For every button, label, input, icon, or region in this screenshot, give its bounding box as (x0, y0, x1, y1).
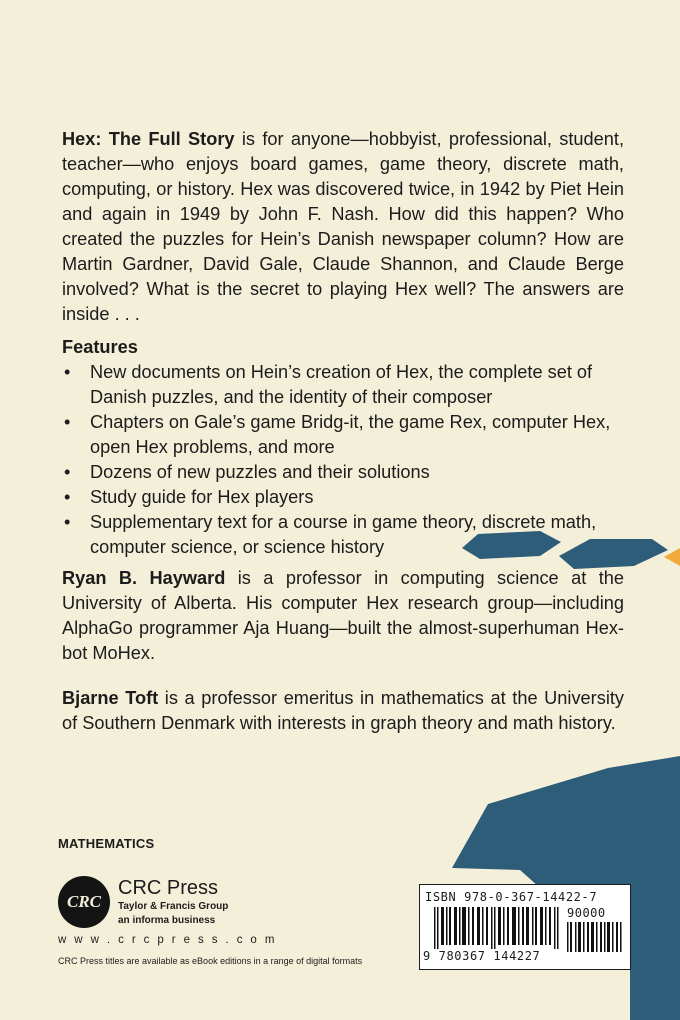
feature-item: • Study guide for Hex players (62, 485, 624, 510)
hayward-bio (62, 566, 624, 666)
isbn-barcode (419, 884, 631, 970)
feature-item: • Chapters on Gale’s game Bridg-it, the game Rex, computer Hex, open Hex problems, and more (62, 410, 624, 460)
publisher-group: Taylor & Francis Group (118, 901, 229, 912)
publisher-business: an informa business (118, 915, 216, 926)
barcode-addon-bars (567, 922, 623, 952)
feature-item: • Supplementary text for a course in game theory, discrete math, computer science, or science history (62, 510, 624, 560)
barcode-addon-number: 90000 (567, 906, 606, 920)
feature-item: • New documents on Hein’s creation of Hex, the complete set of Danish puzzles, and the identity of their composer (62, 360, 624, 410)
toft-bio-text: is a professor emeritus in mathematics at the University of Southern Denmark with interests in graph theory and math history. (62, 688, 625, 733)
isbn-number: ISBN 978-0-367-14422-7 (425, 890, 598, 904)
features-section (62, 335, 624, 560)
features-list (62, 360, 624, 560)
features-heading: Features (62, 337, 138, 357)
crc-logo: CRC (58, 876, 110, 928)
toft-bio (62, 686, 624, 736)
hayward-name: Ryan B. Hayward (62, 568, 226, 588)
publisher-url[interactable]: w w w . c r c p r e s s . c o m (58, 934, 277, 946)
hayward-bio-text: is a professor in computing science at the University of Alberta. His computer Hex research group—including AlphaGo programmer Aja Huang—built the almost-superhuman Hex-bot MoHex. (62, 568, 624, 663)
ebook-note: CRC Press titles are available as eBook editions in a range of digital formats (58, 956, 363, 966)
toft-name: Bjarne Toft (62, 688, 159, 708)
barcode-main-bars (434, 907, 560, 949)
intro-text: is for anyone—hobbyist, professional, student, teacher—who enjoys board games, game theory, discrete math, computing, or history. Hex was discovered twice, in 1942 by Piet Hein and again in 1949 by John F. Nash. How did this happen? Who created the puzzles for Hein’s Danish newspaper column? How are Martin Gardner, David Gale, Claude Shannon, and Claude Berge involved? What is the secret to playing Hex well? The answers are inside . . . (62, 129, 624, 324)
publisher-name: CRC Press (118, 877, 219, 899)
feature-item: • Dozens of new puzzles and their solutions (62, 460, 624, 485)
book-title: Hex: The Full Story (62, 129, 235, 149)
barcode-digits: 9 780367 144227 (423, 949, 541, 963)
intro-paragraph (62, 127, 624, 327)
subject-label: MATHEMATICS (58, 836, 155, 851)
